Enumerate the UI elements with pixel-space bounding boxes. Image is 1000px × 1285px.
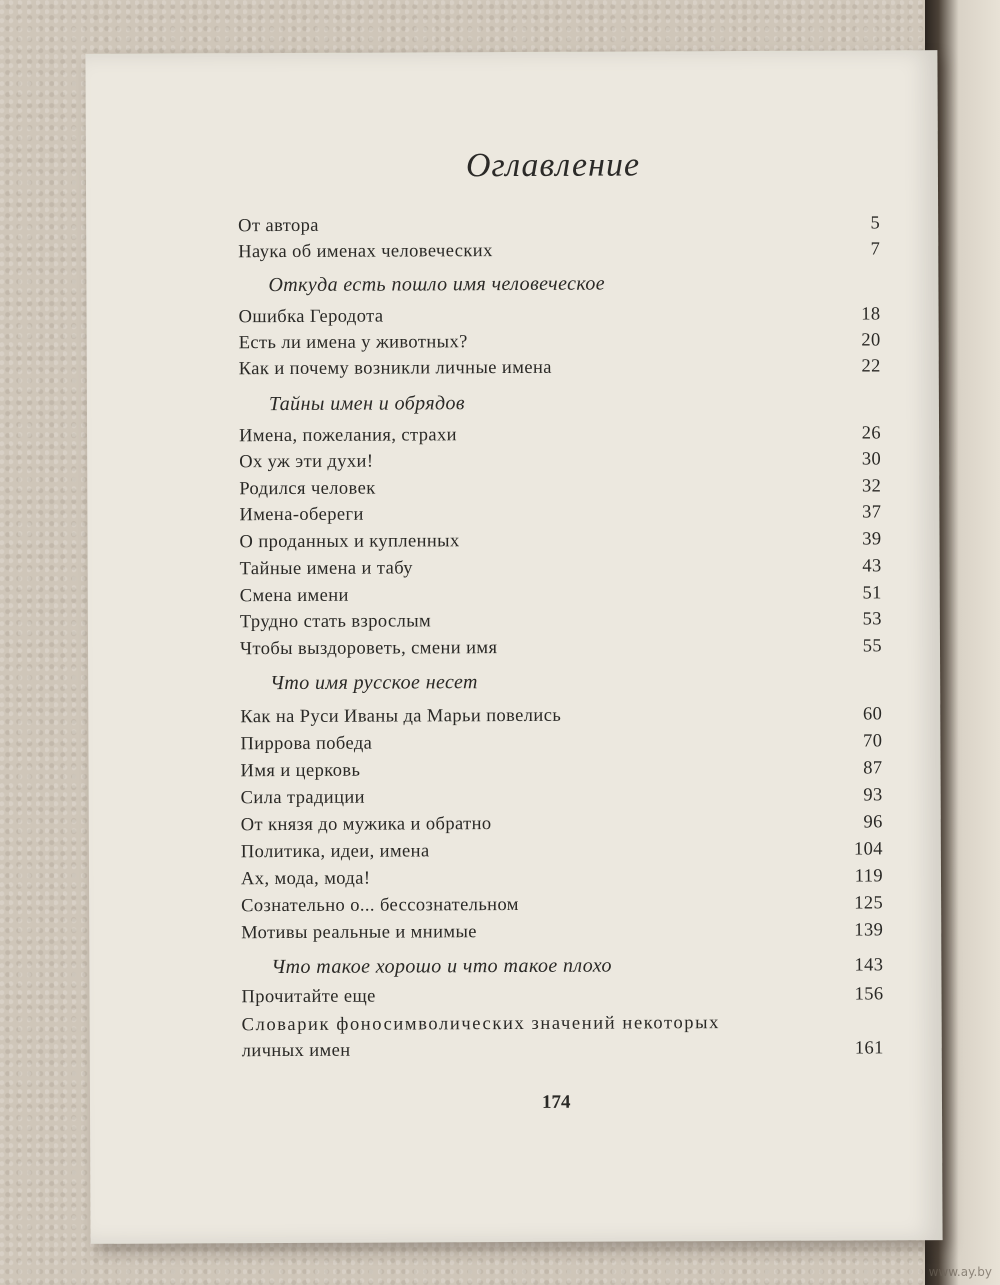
toc-entry (240, 636, 882, 665)
toc-entry-label: Как на Руси Иваны да Марьи повелись (240, 705, 562, 728)
toc-entry-label: Сознательно о... бессознательном (241, 894, 519, 917)
section-page: 143 (854, 955, 884, 976)
toc-entry (241, 920, 883, 949)
toc-section-heading (270, 669, 882, 702)
toc-section-heading (268, 271, 880, 304)
toc-entry-page: 70 (863, 731, 883, 752)
toc-entry-label: Мотивы реальные и мнимые (241, 922, 477, 944)
toc-entry-label: Имена-обереги (239, 504, 364, 526)
toc-entry-label: личных имен (241, 1040, 351, 1062)
toc-entry (241, 812, 883, 841)
toc-entry (240, 704, 882, 733)
toc-entry-page: 51 (862, 583, 882, 604)
toc-entry (240, 731, 882, 760)
page-title: Оглавление (465, 146, 641, 185)
toc-entry-multiline (242, 1013, 827, 1042)
toc-entry (238, 213, 880, 242)
toc-entry-page: 119 (854, 866, 884, 887)
toc-entry-page: 39 (862, 529, 882, 550)
toc-entry-page: 104 (853, 839, 883, 860)
toc-entry-page: 20 (861, 330, 881, 351)
toc-entry-page: 32 (861, 476, 882, 497)
toc-entry-label: Ошибка Геродота (238, 306, 384, 328)
toc-entry (240, 583, 882, 612)
toc-entry (241, 893, 883, 922)
toc-entry-page: 87 (863, 758, 883, 779)
table-of-contents (85, 50, 942, 1244)
toc-entry (239, 423, 881, 452)
toc-entry-label: Есть ли имена у животных? (238, 332, 468, 354)
toc-entry-label: Сила традиции (240, 787, 365, 809)
toc-entry (242, 1038, 884, 1067)
book-page (85, 50, 942, 1244)
toc-entry-page: 53 (862, 609, 882, 630)
toc-entry (238, 239, 880, 268)
toc-entry-page: 30 (861, 449, 882, 470)
toc-entry-label: Ох уж эти духи! (239, 451, 374, 473)
watermark: www.ay.by (928, 1265, 992, 1279)
toc-entry-label: О проданных и купленных (239, 531, 460, 553)
toc-entry (239, 502, 881, 531)
toc-entry-page: 60 (862, 704, 883, 725)
toc-entry (240, 758, 882, 787)
toc-entry-label: Смена имени (239, 585, 349, 607)
toc-entry-page: 125 (854, 893, 884, 914)
toc-entry (239, 529, 881, 558)
toc-entry (239, 476, 881, 505)
toc-entry (241, 839, 883, 868)
toc-entry (239, 304, 881, 333)
toc-entry (241, 984, 883, 1013)
toc-entry-page: 26 (861, 423, 882, 444)
toc-entry (240, 609, 882, 638)
toc-entry-label: Трудно стать взрослым (239, 611, 432, 633)
toc-entry-label: Родился человек (239, 478, 376, 500)
toc-entry-label: Прочитайте еще (241, 986, 376, 1008)
toc-entry-label: Как и почему возникли личные имена (238, 357, 552, 380)
toc-entry-label: Пиррова победа (240, 733, 373, 755)
toc-entry-page: 93 (863, 785, 883, 806)
toc-entry-page: 96 (863, 812, 883, 833)
section-title: Что такое хорошо и что такое плохо (271, 954, 612, 979)
section-title: Откуда есть пошло имя человеческое (268, 272, 606, 297)
section-title: Что имя русское несет (270, 671, 478, 695)
toc-entry (240, 556, 882, 585)
toc-entry (239, 330, 881, 359)
toc-entry-label: Имена, пожелания, страхи (239, 425, 457, 447)
toc-entry-page: 55 (862, 636, 883, 657)
toc-section-heading (269, 390, 881, 423)
toc-entry (241, 785, 883, 814)
toc-entry-page: 156 (854, 984, 884, 1005)
toc-entry-page: 43 (862, 556, 882, 577)
toc-entry-page: 139 (854, 920, 884, 941)
toc-entry-label: Ах, мода, мода! (240, 868, 371, 890)
toc-entry-label: Наука об именах человеческих (238, 241, 493, 263)
toc-entry-label: Словарик фоносимволических значений некоторых (241, 1013, 721, 1036)
toc-section-heading (271, 953, 883, 986)
toc-entry-label: От автора (238, 215, 319, 237)
section-title: Тайны имен и обрядов (268, 392, 466, 416)
toc-entry-page: 5 (870, 213, 881, 234)
toc-entry-page: 37 (862, 502, 882, 523)
toc-entry (239, 449, 881, 478)
toc-entry-label: Имя и церковь (240, 760, 361, 782)
page-number: 174 (541, 1091, 571, 1113)
toc-entry-label: Политика, идеи, имена (240, 841, 430, 863)
toc-entry-page: 22 (861, 356, 881, 377)
toc-entry-page: 161 (854, 1038, 884, 1059)
toc-entry (241, 866, 883, 895)
toc-entry-label: Тайные имена и табу (239, 558, 413, 580)
toc-entry-label: От князя до мужика и обратно (240, 814, 492, 836)
toc-entry-page: 18 (861, 304, 881, 325)
toc-entry (239, 356, 881, 385)
toc-entry-page: 7 (870, 239, 881, 260)
toc-entry-label: Чтобы выздороветь, смени имя (239, 638, 498, 660)
